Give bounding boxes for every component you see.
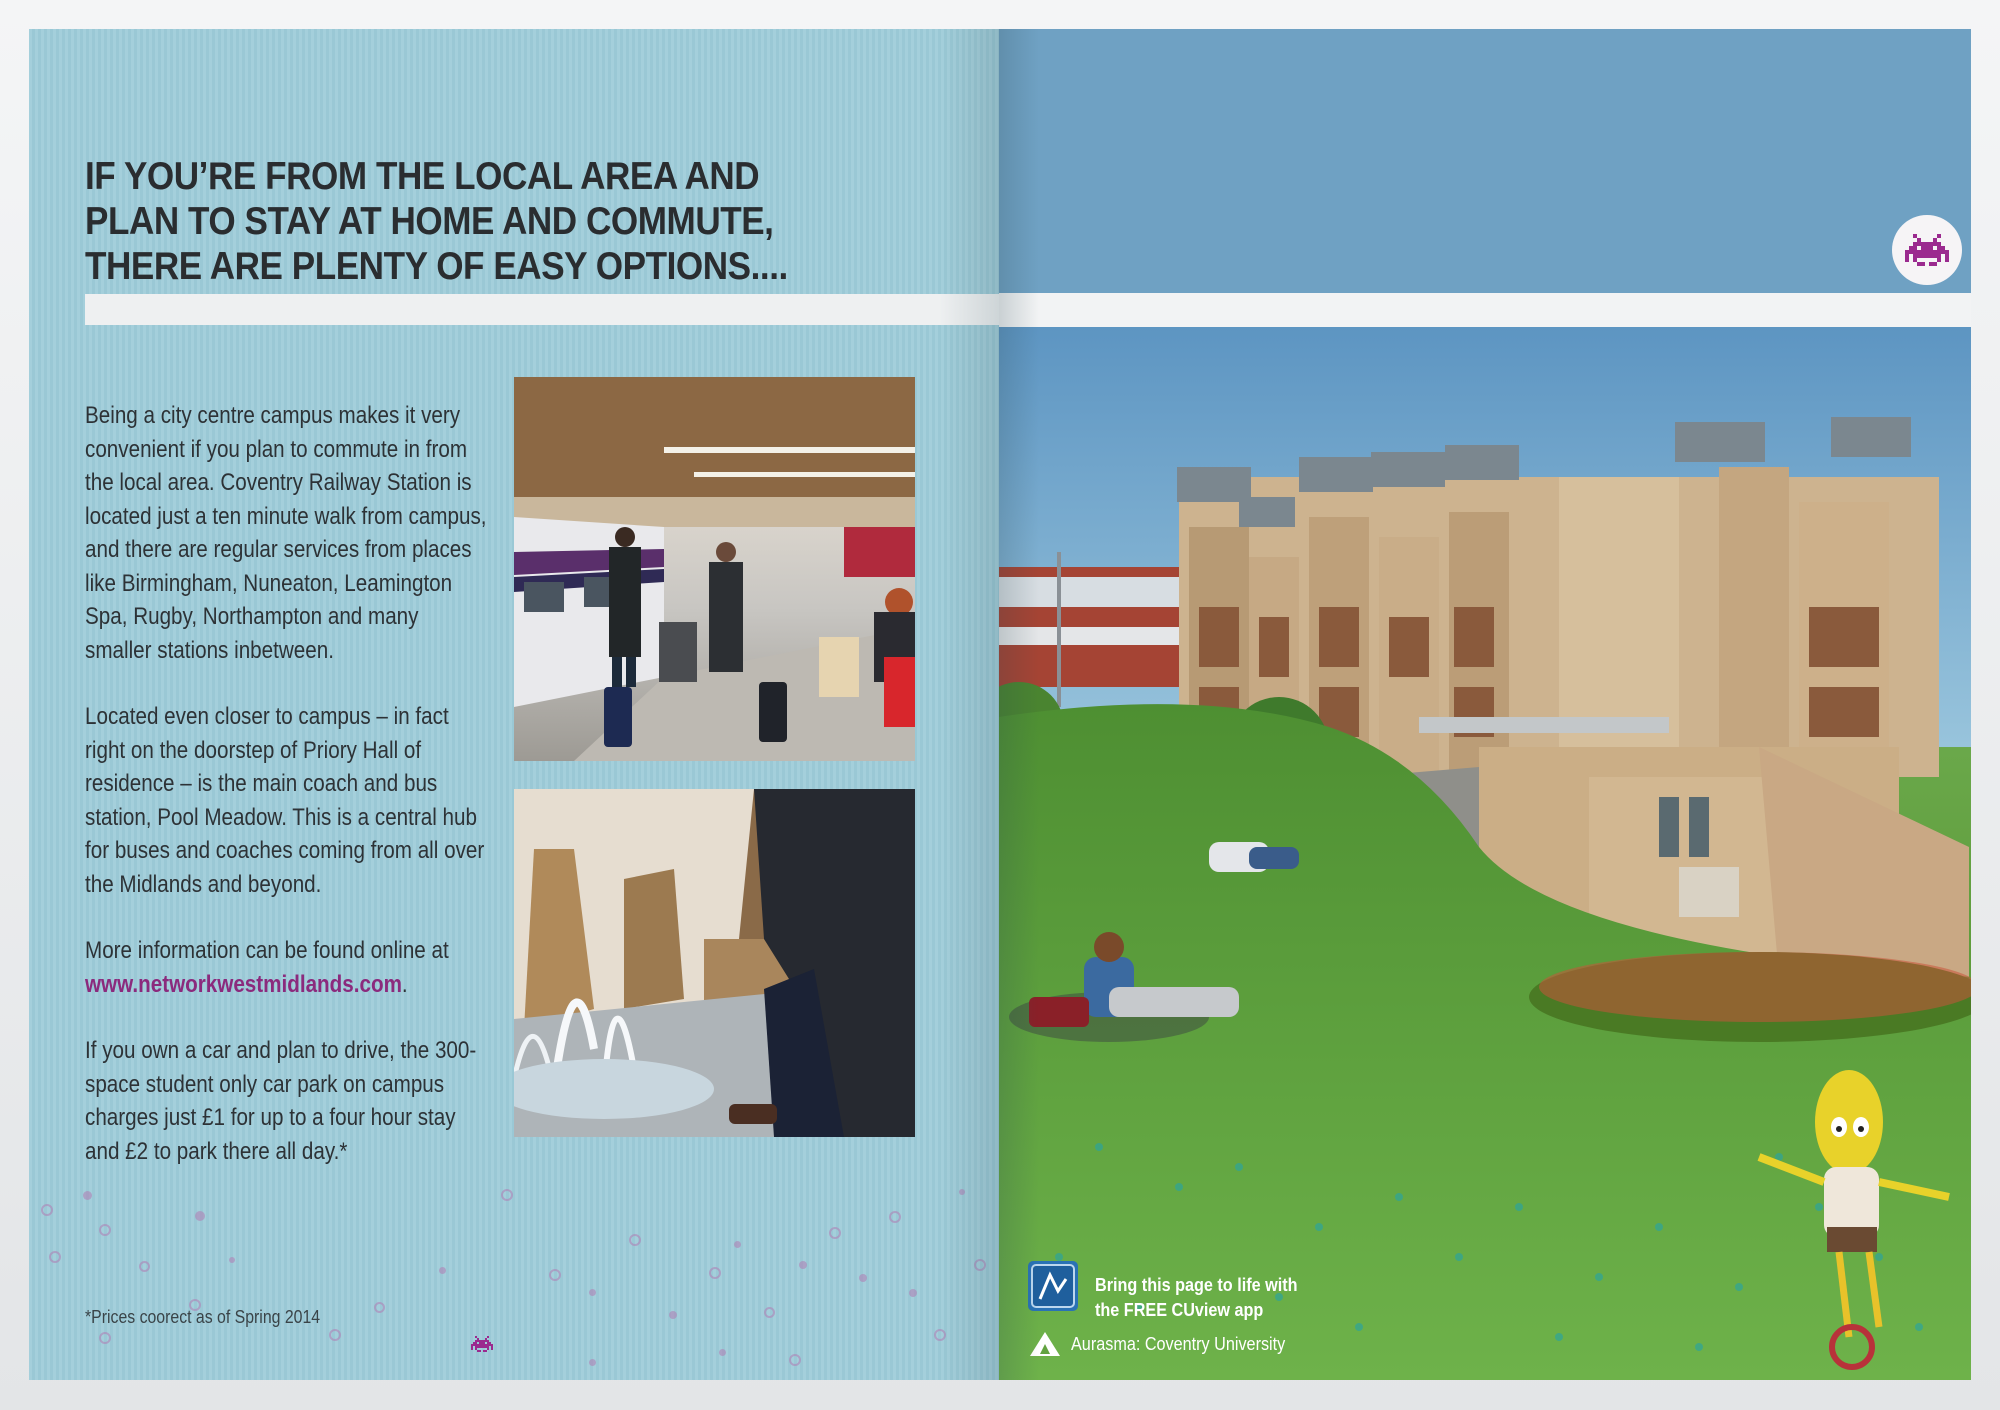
app-prompt-line-2: the FREE CUview app	[1095, 1300, 1264, 1320]
decor-dot	[329, 1329, 341, 1341]
more-info-text: More information can be found online at	[85, 937, 449, 964]
headline-rule	[85, 294, 999, 325]
aurasma-triangle-icon	[1028, 1330, 1062, 1358]
aurasma-label: Aurasma: Coventry University	[1071, 1334, 1286, 1354]
decor-dot	[374, 1302, 385, 1313]
decor-dot	[549, 1269, 561, 1281]
decor-dot	[229, 1257, 235, 1263]
app-prompt-line-1: Bring this page to life with	[1095, 1275, 1298, 1295]
more-info-period: .	[401, 970, 408, 998]
paragraph-bus: Located even closer to campus – in fact right on the doorstep of Priory Hall of residence – is the main coach and bus station, Pool Meadow. This is a central hub for buses and coaches coming from all over the Midlands and beyond.	[85, 703, 485, 898]
body-text-column	[85, 399, 505, 1201]
decor-dot	[589, 1359, 596, 1366]
decor-dot	[799, 1261, 807, 1269]
headline-line-3: THERE ARE PLENTY OF EASY OPTIONS....	[85, 245, 788, 288]
paragraph-rail: Being a city centre campus makes it very convenient if you plan to commute in from the local area. Coventry Railway Station is located just a ten minute walk from campus, and there are regular services from places like Birmingham, Nuneaton, Leamington Spa, Rugby, Northampton and many smaller stations inbetween.	[85, 402, 487, 664]
cuview-app-icon-graphic	[1028, 1261, 1078, 1311]
decor-dot	[719, 1349, 726, 1356]
decor-dot	[859, 1274, 867, 1282]
headline-line-2: PLAN TO STAY AT HOME AND COMMUTE,	[85, 200, 774, 243]
fountain-illustration	[514, 789, 915, 1137]
decor-dot	[49, 1251, 61, 1263]
decor-dot	[764, 1307, 775, 1318]
paragraph-parking: If you own a car and plan to drive, the 300-space student only car park on campus charges just £1 for up to a four hour stay and £2 to park there all day.*	[85, 1037, 477, 1165]
right-page	[999, 29, 1971, 1380]
decor-dot	[501, 1189, 513, 1201]
fountain-photo	[514, 789, 915, 1137]
decor-dot	[589, 1289, 596, 1296]
decor-dot	[959, 1189, 965, 1195]
paragraph-more-info	[85, 934, 489, 1001]
train-platform-photo	[514, 377, 915, 761]
decor-dot	[709, 1267, 721, 1279]
decor-dot	[41, 1204, 53, 1216]
train-platform-illustration	[514, 377, 915, 761]
invader-badge	[1892, 215, 1962, 285]
decor-dot	[189, 1299, 201, 1311]
headline-line-1: IF YOU’RE FROM THE LOCAL AREA AND	[85, 155, 760, 198]
app-prompt	[1095, 1273, 1298, 1323]
decor-dot	[909, 1289, 917, 1297]
decor-dot	[99, 1224, 111, 1236]
sky-header-band	[999, 29, 1971, 293]
price-footnote: *Prices coorect as of Spring 2014	[85, 1307, 321, 1327]
space-invader-icon	[471, 1336, 493, 1352]
decor-dot	[934, 1329, 946, 1341]
campus-library-photo	[999, 327, 1971, 1380]
decor-dot	[734, 1241, 741, 1248]
left-page	[29, 29, 999, 1380]
decor-dot	[629, 1234, 641, 1246]
decor-dot	[195, 1211, 205, 1221]
decor-dot	[669, 1311, 677, 1319]
space-invader-icon	[1905, 234, 1949, 266]
cuview-app-icon	[1028, 1261, 1078, 1311]
campus-illustration	[999, 327, 1971, 1380]
decor-dot	[99, 1332, 111, 1344]
decor-dot	[439, 1267, 446, 1274]
page-headline	[85, 154, 823, 289]
decor-dot	[83, 1191, 92, 1200]
decor-dot	[139, 1261, 150, 1272]
decor-dot	[889, 1211, 901, 1223]
network-west-midlands-link[interactable]: www.networkwestmidlands.com	[85, 970, 402, 998]
decor-dot	[789, 1354, 801, 1366]
decor-dot	[974, 1259, 986, 1271]
decor-dot	[829, 1227, 841, 1239]
